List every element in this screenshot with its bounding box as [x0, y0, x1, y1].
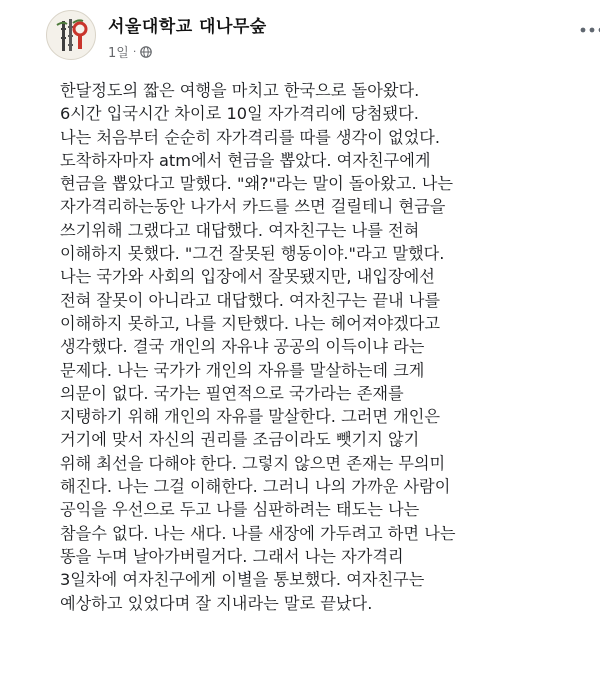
post-time[interactable]: 1일 [108, 46, 129, 61]
post-line: 의문이 없다. 국가는 필연적으로 국가라는 존재를 [60, 383, 404, 403]
more-options-icon[interactable] [578, 22, 600, 38]
post-line: 나는 국가와 사회의 입장에서 잘못됐지만, 내입장에선 [60, 267, 435, 287]
bamboo-forest-logo-icon [47, 11, 95, 59]
post-line: 도착하자마자 atm에서 현금을 뽑았다. 여자친구에게 [60, 150, 431, 170]
post-body [60, 79, 590, 615]
post-line: 지탱하기 위해 개인의 자유를 말살한다. 그러면 개인은 [60, 407, 441, 427]
post-line: 이해하지 못했다. "그건 잘못된 행동이야."라고 말했다. [60, 244, 445, 264]
post-line: 문제다. 나는 국가가 개인의 자유를 말살하는데 크게 [60, 360, 425, 380]
meta-separator: · [132, 45, 137, 58]
post-line: 나는 처음부터 순순히 자가격리를 따를 생각이 없었다. [60, 127, 441, 147]
post-line: 생각했다. 결국 개인의 자유냐 공공의 이득이냐 라는 [60, 337, 425, 357]
post-line: 해진다. 나는 그걸 이해한다. 그러니 나의 가까운 사람이 [60, 477, 451, 497]
post-line: 위해 최선을 다해야 한다. 그렇지 않으면 존재는 무의미 [60, 453, 446, 473]
post-line: 쓰기위해 그랬다고 대답했다. 여자친구는 나를 전혀 [60, 220, 420, 240]
post-line: 공익을 우선으로 두고 나를 심판하려는 태도는 나는 [60, 500, 420, 520]
post-line: 예상하고 있었다며 잘 지내라는 말로 끝났다. [60, 593, 373, 613]
post-line: 자가격리하는동안 나가서 카드를 쓰면 걸릴테니 현금을 [60, 197, 446, 217]
post-line: 거기에 맞서 자신의 권리를 조금이라도 뺏기지 않기 [60, 430, 420, 450]
globe-icon[interactable] [140, 46, 152, 58]
post-header [46, 8, 566, 64]
page-avatar[interactable] [46, 10, 96, 60]
post-line: 이해하지 못하고, 나를 지탄했다. 나는 헤어져야겠다고 [60, 313, 441, 333]
post-line: 6시간 입국시간 차이로 10일 자가격리에 당첨됐다. [60, 104, 419, 124]
post-line: 현금을 뽑았다고 말했다. "왜?"라는 말이 돌아왔고. 나는 [60, 174, 454, 194]
post-line: 똥을 누며 날아가버릴거다. 그래서 나는 자가격리 [60, 546, 404, 566]
page-name[interactable]: 서울대학교 대나무숲 [108, 17, 267, 37]
post-line: 전혀 잘못이 아니라고 대답했다. 여자친구는 끝내 나를 [60, 290, 441, 310]
post-line: 참을수 없다. 나는 새다. 나를 새장에 가두려고 하면 나는 [60, 523, 456, 543]
post-line: 한달정도의 짧은 여행을 마치고 한국으로 돌아왔다. [60, 81, 420, 100]
post-meta [108, 42, 152, 61]
post-line: 3일차에 여자친구에게 이별을 통보했다. 여자친구는 [60, 570, 425, 590]
